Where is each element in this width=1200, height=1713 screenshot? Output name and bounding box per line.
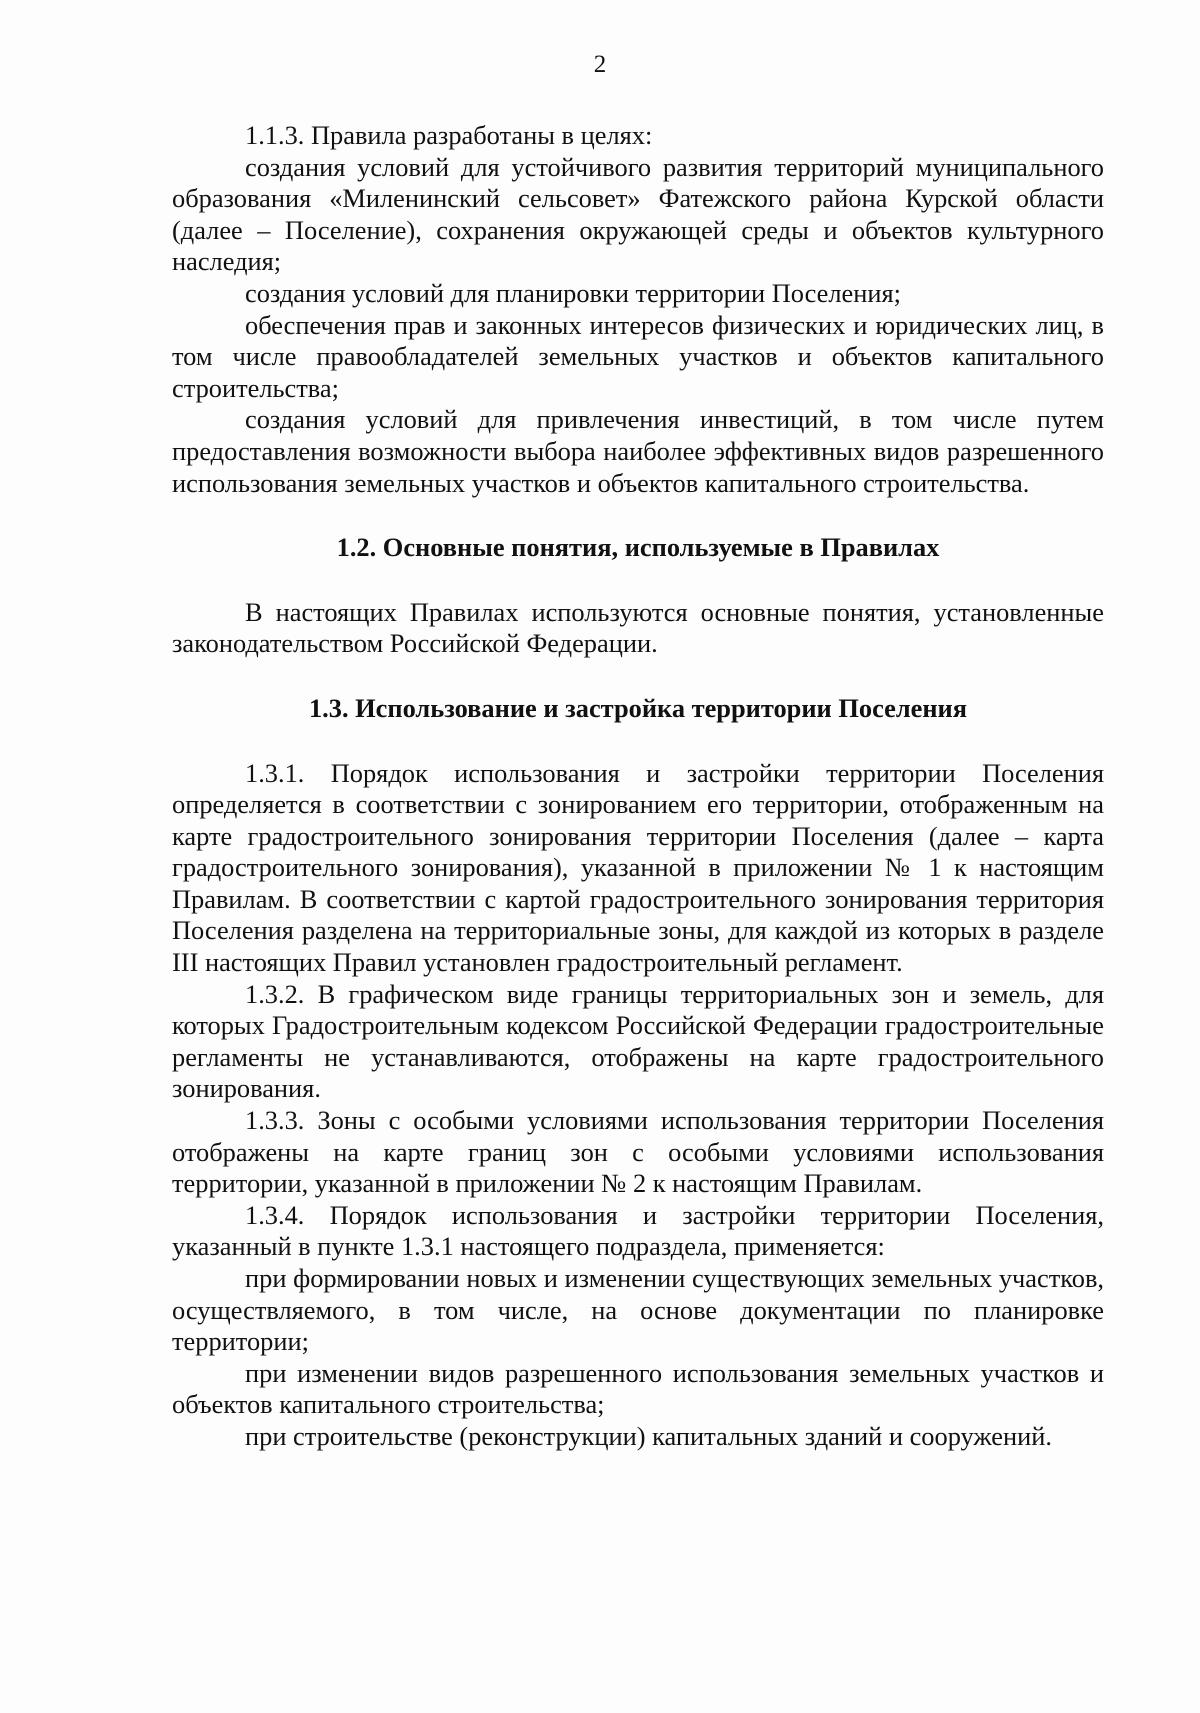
document-body [172,120,1104,1453]
section-1-3-heading: 1.3. Использование и застройка территории Поселения [308,692,968,723]
section-1-3-paragraph-4: 1.3.4. Порядок использования и застройки территории Поселения, указанный в пункте 1.3.1 настоящего подраздела, применяется: [172,1199,1104,1262]
section-1-3-paragraph-7: при строительстве (реконструкции) капитальных зданий и сооружений. [245,1420,1052,1451]
page-number: 2 [593,51,607,78]
section-1-3-paragraph-3: 1.3.3. Зоны с особыми условиями использования территории Поселения отображены на карте границ зон с особыми условиями использования территории, указанной в приложении № 2 к настоящим Правилам. [172,1105,1104,1199]
section-1-2-paragraph: В настоящих Правилах используются основные понятия, установленные законодательством Российской Федерации. [172,596,1104,659]
intro-paragraph-3: создания условий для планировки территории Поселения; [245,277,901,308]
section-1-3-paragraph-5: при формировании новых и изменении существующих земельных участков, осуществляемого, в том числе, на основе документации по планировке территории; [172,1263,1104,1357]
section-1-3-paragraph-6: при изменении видов разрешенного использования земельных участков и объектов капитального строительства; [172,1357,1104,1420]
section-1-2-heading: 1.2. Основные понятия, используемые в Правилах [336,532,940,563]
intro-paragraph-1: 1.1.3. Правила разработаны в целях: [245,120,653,150]
intro-paragraph-4: обеспечения прав и законных интересов физических и юридических лиц, в том числе правообладателей земельных участков и объектов капитального строительства; [172,309,1104,403]
intro-paragraph-2: создания условий для устойчивого развития территорий муниципального образования «Миленинский сельсовет» Фатежского района Курской области (далее – Поселение), сохранения окружающей среды и объектов культурного наследия; [172,151,1104,277]
section-1-3-paragraph-1: 1.3.1. Порядок использования и застройки территории Поселения определяется в соответствии с зонированием его территории, отображенным на карте градостроительного зонирования территории Поселения (далее – карта градостроительного зонирования), указанной в приложении № 1 к настоящим Правилам. В соответствии с картой градостроительного зонирования территория Поселения разделена на территориальные зоны, для каждой из которых в разделе III настоящих Правил установлен градостроительный регламент. [172,757,1104,978]
intro-paragraph-5: создания условий для привлечения инвестиций, в том числе путем предоставления возможности выбора наиболее эффективных видов разрешенного использования земельных участков и объектов капитального строительства. [172,404,1104,498]
section-1-3-paragraph-2: 1.3.2. В графическом виде границы территориальных зон и земель, для которых Градостроительным кодексом Российской Федерации градостроительные регламенты не устанавливаются, отображены на карте градостроительного зонирования. [172,978,1104,1104]
